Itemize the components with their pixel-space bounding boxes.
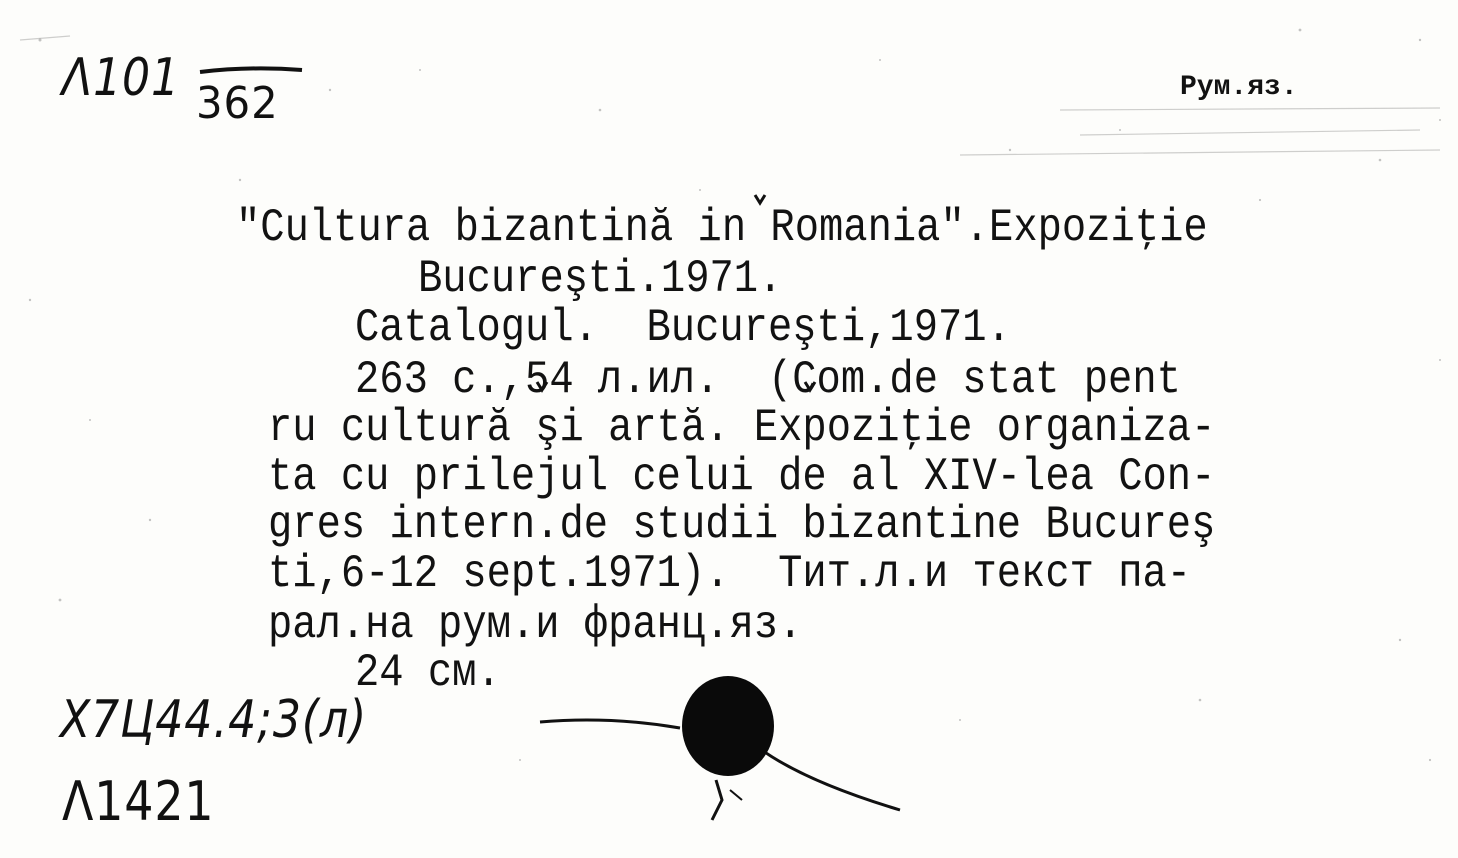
entry-line: 263 c.,54 л.ил. (Com.de stat pent <box>355 354 1181 406</box>
entry-line: "Cultura bizantină in Romania".Expoziţie <box>236 202 1208 254</box>
classification-code: Х7Ц44.4;3(л) <box>60 690 368 750</box>
entry-line: рал.на рум.и франц.яз. <box>268 599 803 651</box>
entry-line: Bucureşti.1971. <box>418 253 783 305</box>
entry-line: ta cu prilejul celui de al XIV-lea Con- <box>268 451 1216 503</box>
shelf-mark: Λ101 <box>62 48 181 108</box>
entry-line: Catalogul. Bucureşti,1971. <box>355 302 1011 354</box>
entry-line: gres intern.de studii bizantine Bucureş <box>268 499 1216 551</box>
language-note: Рум.яз. <box>1180 72 1298 103</box>
entry-line: ru cultură şi artă. Expoziţie organiza- <box>268 402 1216 454</box>
inventory-number-secondary: Λ1421 <box>62 770 215 833</box>
entry-line: ti,6-12 sept.1971). Тит.л.и текст па- <box>268 548 1192 600</box>
inventory-number: 362 <box>196 78 279 129</box>
entry-line: 24 см. <box>355 647 501 699</box>
